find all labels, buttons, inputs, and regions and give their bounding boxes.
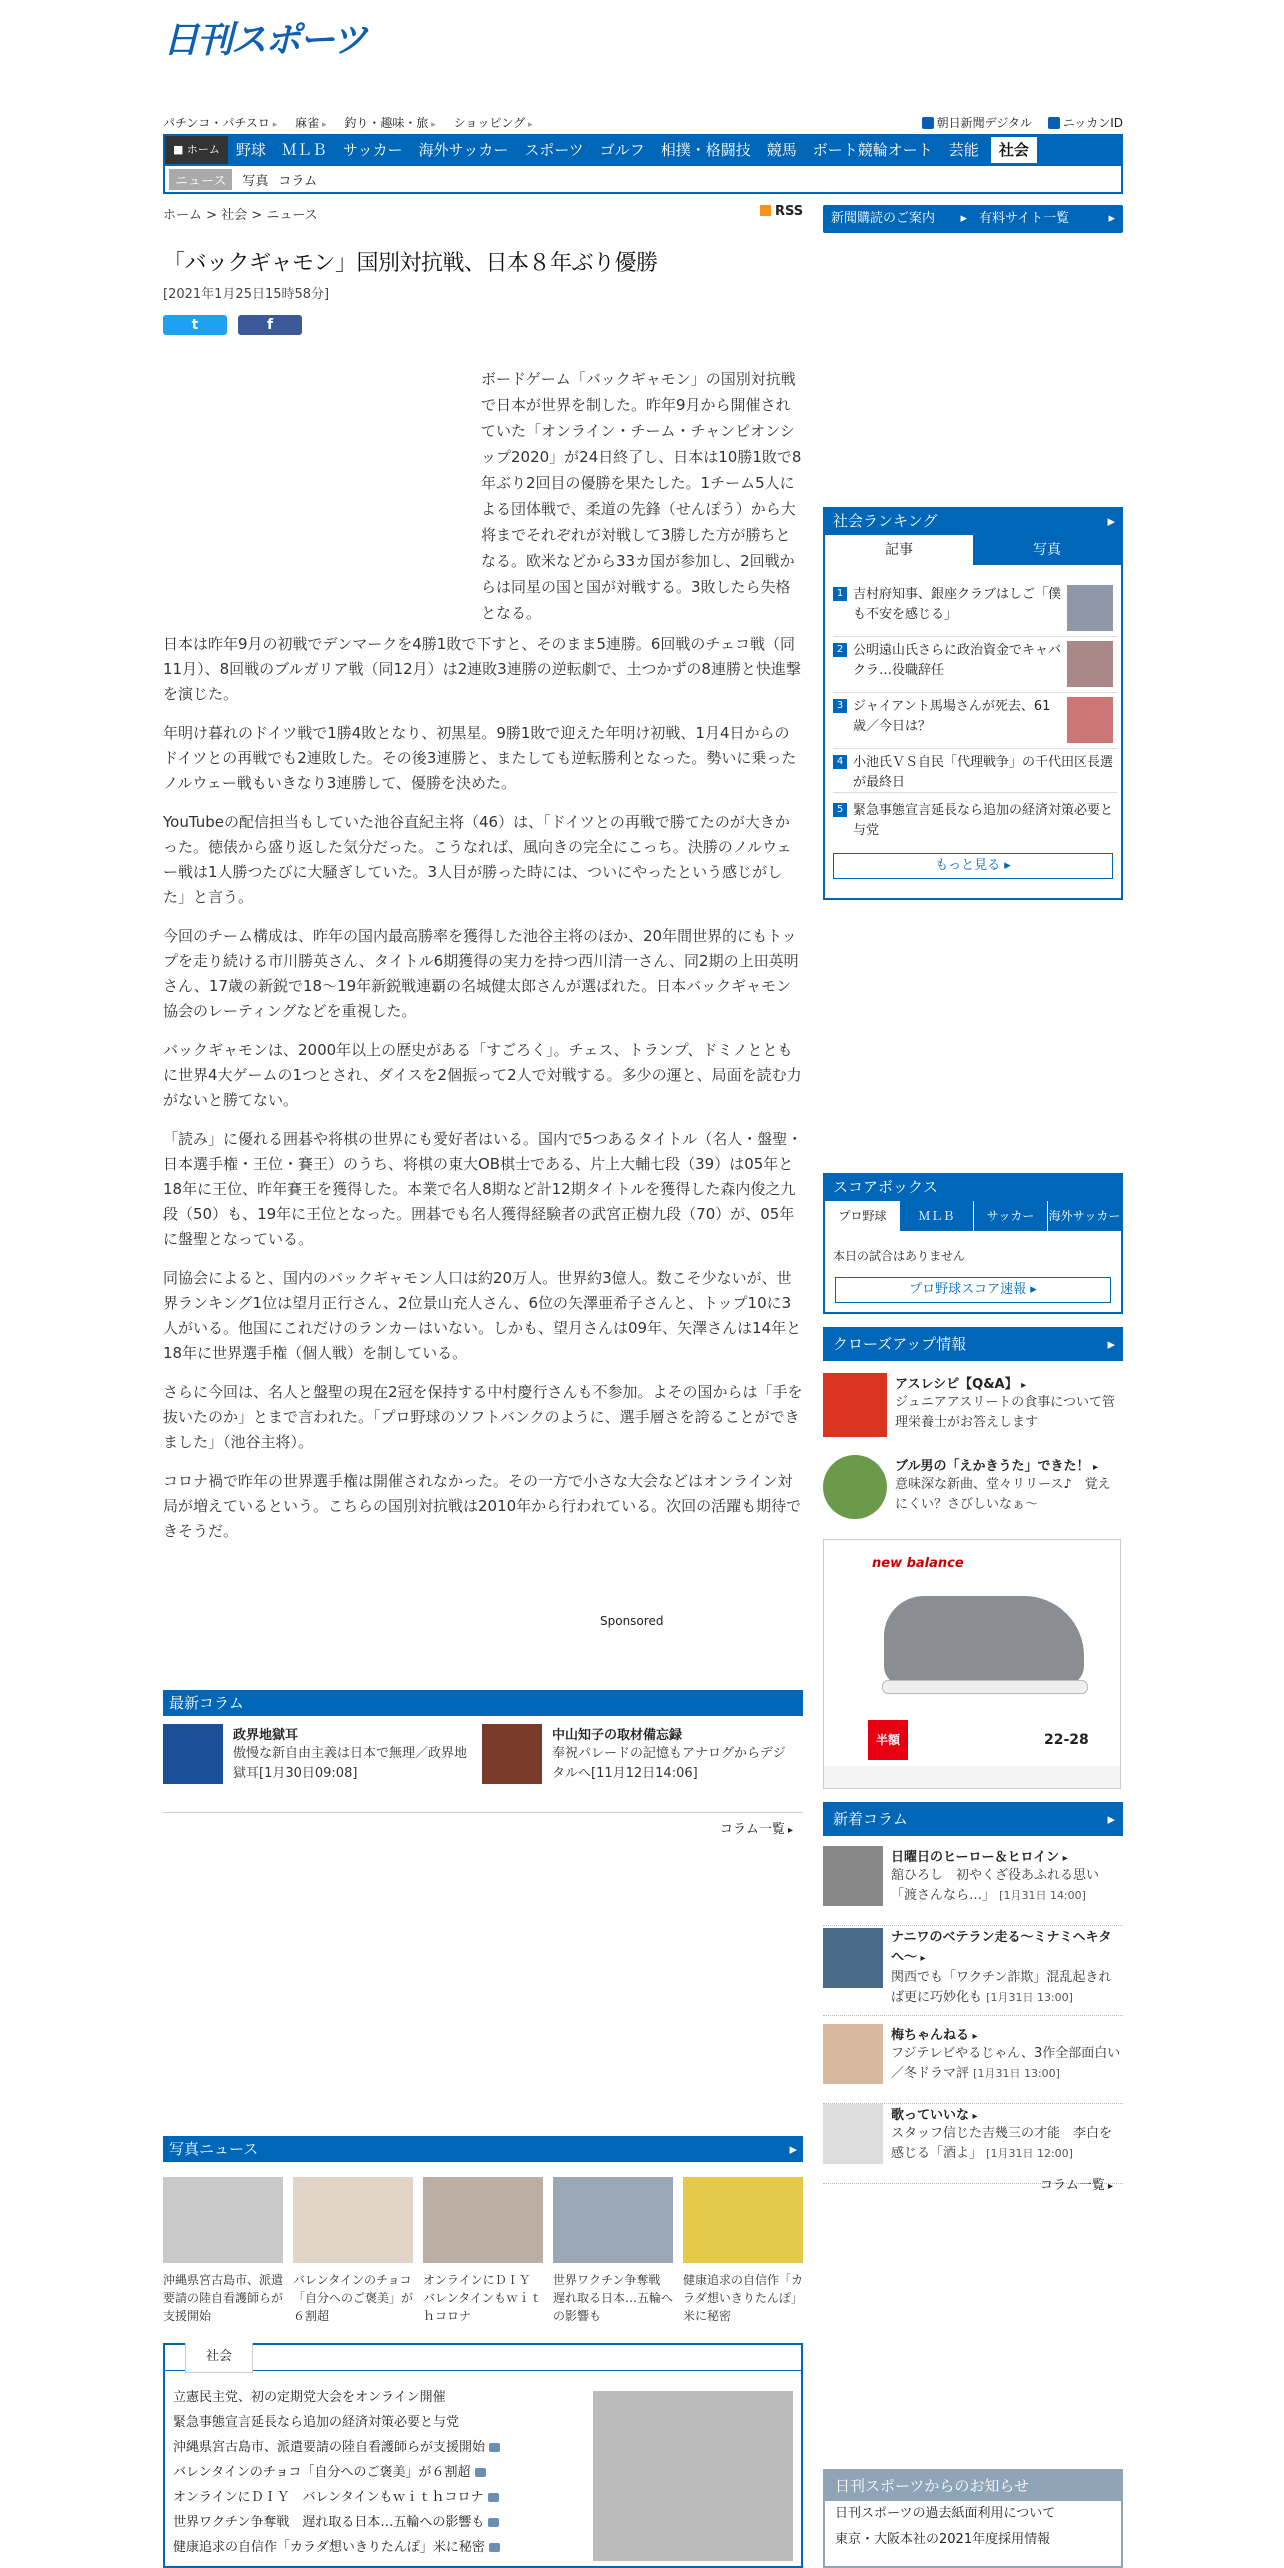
rss-icon bbox=[760, 205, 771, 216]
new-column-thumbnail bbox=[823, 1928, 883, 1988]
nav-golf[interactable]: ゴルフ bbox=[599, 141, 645, 159]
new-column-title[interactable]: 日曜日のヒーロー＆ヒロイン ▸ bbox=[891, 1846, 1068, 1865]
notice-item[interactable]: 日刊スポーツの過去紙面利用について bbox=[835, 2506, 1056, 2521]
camera-icon bbox=[488, 2518, 499, 2527]
list-item[interactable]: 緊急事態宣言延長なら追加の経済対策必要と与党 bbox=[173, 2415, 460, 2430]
ranking-item[interactable] bbox=[833, 801, 1117, 845]
ranking-thumbnail bbox=[1067, 697, 1113, 743]
new-column-item[interactable] bbox=[823, 1928, 1123, 2016]
list-item[interactable]: バレンタインのチョコ「自分へのご褒美」が６割超 bbox=[173, 2460, 500, 2485]
photo-caption[interactable]: バレンタインのチョコ「自分へのご褒美」が６割超 bbox=[293, 2273, 414, 2323]
society-news-box bbox=[163, 2343, 803, 2568]
article-lead: ボードゲーム「バックギャモン」の国別対抗戦で日本が世界を制した。昨年9月から開催されていた「オンライン・チーム・チャンピオンシップ2020」が24日終了し、日本は10勝1敗で8年ぶり2回目の優勝を果たした。1チーム5人による団体戦で、柔道の先鋒（せんぽう）から大将までそれぞれが対戦して3勝した方が勝ちとなる。欧米などから33カ国が参加し、2回戦からは同星の国と国が対戦する。3敗したら失格となる。 bbox=[481, 370, 802, 622]
subnav-fishing[interactable]: 釣り・趣味・旅 ▸ bbox=[344, 116, 435, 130]
scorebox-heading: スコアボックス bbox=[823, 1173, 1123, 1201]
subscription-button[interactable]: 新聞購読のご案内 ▸ bbox=[823, 205, 975, 233]
nav-mlb[interactable]: ＭＬＢ bbox=[281, 141, 327, 159]
ranking-thumbnail bbox=[1067, 585, 1113, 631]
ranking-box bbox=[823, 535, 1123, 900]
nav-boat[interactable]: ボート競輪オート bbox=[812, 141, 933, 159]
breadcrumb[interactable]: ホーム > 社会 > ニュース bbox=[163, 208, 318, 223]
society-box-tabbar bbox=[165, 2345, 801, 2371]
rank-number: 4 bbox=[833, 755, 847, 769]
ad-controls[interactable] bbox=[824, 1766, 1120, 1788]
article-body bbox=[163, 632, 803, 1558]
rss-link[interactable]: RSS bbox=[760, 204, 803, 219]
ranking-item[interactable] bbox=[833, 585, 1117, 637]
closeup-desc[interactable]: ジュニアアスリートの食事について管理栄養士がお答えします bbox=[895, 1395, 1115, 1430]
list-item[interactable]: 沖縄県宮古島市、派遣要請の陸自看護師らが支援開始 bbox=[173, 2435, 500, 2460]
article-paragraph: バックギャモンは、2000年以上の歴史がある「すごろく」。チェス、トランプ、ドミノとともに世界4大ゲームの1つとされ、ダイスを2個振って2人で対戦する。多少の運と、局面を読む力がないと勝てない。 bbox=[163, 1041, 802, 1109]
column-title[interactable]: 中山知子の取材備忘録 bbox=[552, 1728, 683, 1743]
ranking-thumbnail bbox=[1067, 641, 1113, 687]
new-column-title[interactable]: 梅ちゃんねる ▸ bbox=[891, 2024, 978, 2043]
ranking-tabs bbox=[825, 535, 1121, 565]
list-item[interactable]: 世界ワクチン争奪戦 遅れ取る日本…五輪への影響も bbox=[173, 2510, 500, 2535]
subnav-mahjong[interactable]: 麻雀 ▸ bbox=[295, 116, 326, 130]
camera-icon bbox=[488, 2493, 499, 2502]
ranking-title[interactable]: ジャイアント馬場さんが死去、61歳／今日は？ bbox=[853, 699, 1051, 734]
new-column-desc[interactable]: 舘ひろし 初やくざ役あふれる思い「渡さんなら…」 [1月31日 14:00] bbox=[891, 1868, 1100, 1903]
closeup-desc[interactable]: 意味深な新曲、堂々リリース♪ 覚えにくい？さびしいなぁ～ bbox=[895, 1477, 1111, 1512]
ranking-more-button[interactable]: もっと見る ▸ bbox=[833, 853, 1113, 879]
asahi-digital-link[interactable]: 朝日新聞デジタル bbox=[922, 116, 1032, 130]
ad-sale-badge: 半額 bbox=[868, 1720, 908, 1760]
notice-box bbox=[823, 2469, 1123, 2568]
closeup-item[interactable] bbox=[823, 1455, 1123, 1525]
closeup-thumbnail bbox=[823, 1373, 887, 1437]
tab-society[interactable]: 社会 bbox=[185, 2343, 253, 2373]
photo-thumbnail bbox=[553, 2177, 673, 2263]
ranking-title[interactable]: 小池氏ＶＳ自民「代理戦争」の千代田区長選が最終日 bbox=[853, 755, 1114, 790]
article-paragraph: 同協会によると、国内のバックギャモン人口は約20万人。世界約3億人。数こそ少ないが、世界ランキング1位は望月正行さん、2位景山充人さん、6位の矢澤亜希子さんと、トップ10に3人がいる。他国にこれだけのランカーはいない。しかも、望月さんは09年、矢澤さんは14年と18年に世界選手権（個人戦）を制している。 bbox=[163, 1269, 802, 1362]
ad-dates: 22-28 bbox=[1044, 1732, 1089, 1748]
scorebox bbox=[823, 1201, 1123, 1314]
column-desc[interactable]: 奉祝パレードの記憶もアナログからデジタルへ[11月12日14:06] bbox=[552, 1746, 786, 1781]
ranking-tab-articles[interactable]: 記事 bbox=[825, 535, 973, 565]
ranking-title[interactable]: 吉村府知事、銀座クラブはしご「僕も不安を感じる」 bbox=[853, 587, 1062, 622]
article-title: 「バックギャモン」国別対抗戦、日本８年ぶり優勝 bbox=[163, 251, 658, 276]
advertisement[interactable] bbox=[823, 1539, 1121, 1789]
camera-icon bbox=[475, 2468, 486, 2477]
ranking-title[interactable]: 公明遠山氏さらに政治資金でキャバクラ…役職辞任 bbox=[853, 643, 1062, 678]
new-column-title[interactable]: ナニワのベテラン走る～ミナミヘキタへ～ ▸ bbox=[891, 1928, 1121, 1969]
nav-sports[interactable]: スポーツ bbox=[524, 141, 584, 159]
article-paragraph: さらに今回は、名人と盤聖の現在2冠を保持する中村慶行さんも不参加。よその国からは「手を抜いたのか」とまで言われた。「プロ野球のソフトバンクのように、選手層さを誇ることができました」（池谷主将）。 bbox=[163, 1383, 803, 1451]
camera-icon bbox=[489, 2443, 500, 2452]
society-photo[interactable] bbox=[593, 2391, 793, 2561]
nikkan-id-link[interactable]: ニッカンID bbox=[1048, 116, 1123, 130]
nav-sumo[interactable]: 相撲・格闘技 bbox=[660, 141, 751, 159]
paid-sites-button[interactable]: 有料サイト一覧 ▸ bbox=[971, 205, 1123, 233]
nav-keiba[interactable]: 競馬 bbox=[766, 141, 797, 159]
asahi-icon bbox=[922, 117, 934, 129]
photo-caption[interactable]: 沖縄県宮古島市、派遣要請の陸自看護師らが支援開始 bbox=[163, 2273, 284, 2323]
photo-news-heading[interactable]: 写真ニュース ▸ bbox=[163, 2136, 803, 2162]
photo-news-item[interactable] bbox=[293, 2177, 413, 2325]
nav-overseas-soccer[interactable]: 海外サッカー bbox=[418, 141, 509, 159]
nav-baseball[interactable]: 野球 bbox=[235, 141, 266, 159]
rank-number: 1 bbox=[833, 587, 847, 601]
article-paragraph: コロナ禍で昨年の世界選手権は開催されなかった。その一方で小さな大会などはオンライン対局が増えているという。こちらの国別対抗戦は2010年から行われている。次回の活躍も期待できそうだ。 bbox=[163, 1472, 802, 1540]
photo-caption[interactable]: 健康追求の自信作「カラダ想いきりたんぽ」米に秘密 bbox=[683, 2273, 804, 2323]
nav-entertainment[interactable]: 芸能 bbox=[948, 141, 979, 159]
facebook-share-button[interactable]: f bbox=[238, 315, 302, 335]
photo-news-item[interactable] bbox=[683, 2177, 803, 2325]
rank-number: 3 bbox=[833, 699, 847, 713]
photo-caption[interactable]: 世界ワクチン争奪戦 遅れ取る日本…五輪への影響も bbox=[553, 2273, 674, 2323]
column-thumbnail bbox=[163, 1724, 223, 1784]
ranking-item[interactable] bbox=[833, 753, 1117, 793]
score-flash-button[interactable]: プロ野球スコア速報 ▸ bbox=[835, 1277, 1111, 1303]
new-column-thumbnail bbox=[823, 2024, 883, 2084]
ranking-heading[interactable]: 社会ランキング ▸ bbox=[823, 507, 1123, 535]
ranking-item[interactable] bbox=[833, 641, 1117, 693]
main-navigation bbox=[163, 134, 1123, 166]
new-column-item[interactable] bbox=[823, 1846, 1123, 1926]
nav-society[interactable]: 社会 bbox=[991, 137, 1037, 163]
photo-thumbnail bbox=[293, 2177, 413, 2263]
scorebox-tab-mlb[interactable]: ＭＬＢ bbox=[899, 1201, 973, 1231]
closeup-item[interactable] bbox=[823, 1373, 1123, 1443]
photo-news-item[interactable] bbox=[423, 2177, 543, 2325]
section-tabs bbox=[163, 166, 1123, 194]
new-column-item[interactable] bbox=[823, 2104, 1123, 2184]
column-list-link[interactable]: コラム一覧 ▸ bbox=[720, 1818, 793, 1837]
article-date: [2021年1月25日15時58分] bbox=[163, 287, 330, 302]
list-item[interactable]: オンラインにＤＩＹ バレンタインもｗｉｔｈコロナ bbox=[173, 2485, 500, 2510]
list-item[interactable]: 健康追求の自信作「カラダ想いきりたんぽ」米に秘密 bbox=[173, 2535, 500, 2560]
scorebox-tab-overseas-soccer[interactable]: 海外サッカー bbox=[1047, 1201, 1121, 1231]
column-item[interactable] bbox=[163, 1724, 473, 1784]
column-thumbnail bbox=[482, 1724, 542, 1784]
scorebox-tab-soccer[interactable]: サッカー bbox=[973, 1201, 1047, 1231]
rank-number: 2 bbox=[833, 643, 847, 657]
society-news-list bbox=[173, 2385, 500, 2560]
column-desc[interactable]: 傲慢な新自由主義は日本で無理／政界地獄耳[1月30日09:08] bbox=[233, 1746, 468, 1781]
photo-caption[interactable]: オンラインにＤＩＹ バレンタインもｗｉｔｈコロナ bbox=[423, 2273, 543, 2323]
photo-news-item[interactable] bbox=[163, 2177, 283, 2325]
ranking-title[interactable]: 緊急事態宣言延長なら追加の経済対策必要と与党 bbox=[853, 803, 1114, 838]
article-paragraph: YouTubeの配信担当もしていた池谷直紀主将（46）は、「ドイツとの再戦で勝てたのが大きかった。徳俵から盛り返した気分だった。こうなれば、風向きの完全にこっち。決勝のノルウェー戦は1人勝つたびに大騒ぎしていた。3人目が勝った時には、ついにやったという感じがした」と言う。 bbox=[163, 813, 792, 906]
new-column-item[interactable] bbox=[823, 2024, 1123, 2104]
camera-icon bbox=[489, 2543, 500, 2552]
twitter-share-button[interactable]: t bbox=[163, 315, 227, 335]
notice-heading: 日刊スポーツからのお知らせ bbox=[825, 2471, 1121, 2501]
rank-number: 5 bbox=[833, 803, 847, 817]
article-paragraph: 日本は昨年9月の初戦でデンマークを4勝1敗で下すと、そのまま5連勝。6回戦のチェコ戦（同11月）、8回戦のブルガリア戦（同12月）は2連敗3連勝の逆転劇で、土つかずの8連勝と快進撃を演じた。 bbox=[163, 635, 801, 703]
ad-shoe-sole bbox=[882, 1680, 1088, 1694]
ranking-item[interactable] bbox=[833, 697, 1117, 749]
new-column-thumbnail bbox=[823, 1846, 883, 1906]
ad-shoe-image bbox=[884, 1596, 1084, 1686]
notice-item[interactable]: 東京・大阪本社の2021年度採用情報 bbox=[835, 2532, 1051, 2547]
new-column-desc[interactable]: フジテレビやるじゃん、3作全部面白い／冬ドラマ評 [1月31日 13:00] bbox=[891, 2046, 1121, 2081]
photo-thumbnail bbox=[683, 2177, 803, 2263]
column-item[interactable] bbox=[482, 1724, 792, 1784]
subnav-shopping[interactable]: ショッピング ▸ bbox=[454, 116, 533, 130]
new-column-desc[interactable]: スタッフ信じた吉幾三の才能 李白を感じる「酒よ」 [1月31日 12:00] bbox=[891, 2126, 1113, 2161]
ranking-tab-photos[interactable]: 写真 bbox=[973, 535, 1121, 565]
subnav-pachinko[interactable]: パチンコ・パチスロ ▸ bbox=[163, 116, 277, 130]
closeup-title[interactable]: ブル男の「えかきうた」できた！ ▸ bbox=[895, 1455, 1098, 1474]
new-column-thumbnail bbox=[823, 2104, 883, 2164]
closeup-title[interactable]: アスレシピ【Q&A】 ▸ bbox=[895, 1373, 1026, 1392]
nav-soccer[interactable]: サッカー bbox=[342, 141, 403, 159]
sub-navigation bbox=[163, 114, 1123, 134]
column-title[interactable]: 政界地獄耳 bbox=[233, 1728, 299, 1743]
tab-column[interactable]: コラム bbox=[278, 173, 318, 189]
new-column-title[interactable]: 歌っていいな ▸ bbox=[891, 2104, 978, 2123]
article-paragraph: 「読み」に優れる囲碁や将棋の世界にも愛好者はいる。国内で5つあるタイトル（名人・盤聖・日本選手権・王位・賽王）のうち、将棋の東大OB棋士である、片上大輔七段（39）は05年と18年に王位、昨年賽王を獲得した。本業で名人8期など計12期タイトルを獲得した森内俊之九段（50）も、19年に王位となった。囲碁でも名人獲得経験者の武宮正樹九段（70）が、05年に盤聖となっている。 bbox=[163, 1130, 803, 1248]
scorebox-tabs bbox=[825, 1201, 1121, 1231]
photo-thumbnail bbox=[423, 2177, 543, 2263]
tab-news[interactable]: ニュース bbox=[169, 169, 232, 190]
scorebox-tab-npb[interactable]: プロ野球 bbox=[825, 1201, 899, 1231]
site-logo[interactable]: 日刊スポーツ bbox=[163, 20, 366, 61]
new-column-desc[interactable]: 関西でも「ワクチン詐欺」混乱起きれば更に巧妙化も [1月31日 13:00] bbox=[891, 1970, 1112, 2005]
list-item[interactable]: 立憲民主党、初の定期党大会をオンライン開催 bbox=[173, 2390, 446, 2405]
tab-photo[interactable]: 写真 bbox=[242, 173, 269, 189]
latest-column-heading: 最新コラム bbox=[163, 1690, 803, 1716]
photo-thumbnail bbox=[163, 2177, 283, 2263]
sponsored-label: Sponsored bbox=[600, 1614, 664, 1628]
article-paragraph: 年明け暮れのドイツ戦で1勝4敗となり、初黒星。9勝1敗で迎えた年明け初戦、1月4日からのドイツとの再戦でも2連敗した。その後3連勝と、またしても逆転勝利となった。勢いに乗ったノルウェー戦もいきなり3連勝して、優勝を決めた。 bbox=[163, 724, 797, 792]
scorebox-note: 本日の試合はありません bbox=[833, 1249, 966, 1263]
ad-brand: new balance bbox=[872, 1556, 964, 1571]
divider bbox=[163, 1812, 803, 1813]
photo-news-item[interactable] bbox=[553, 2177, 673, 2325]
new-column-heading[interactable]: 新着コラム ▸ bbox=[823, 1802, 1123, 1836]
id-icon bbox=[1048, 117, 1060, 129]
nav-home[interactable]: ■ ホーム bbox=[165, 136, 228, 164]
closeup-heading[interactable]: クローズアップ情報 ▸ bbox=[823, 1327, 1123, 1361]
new-column-list-link[interactable]: コラム一覧 ▸ bbox=[1040, 2174, 1113, 2193]
closeup-thumbnail bbox=[823, 1455, 887, 1519]
article-paragraph: 今回のチーム構成は、昨年の国内最高勝率を獲得した池谷主将のほか、20年間世界的にもトップを走り続ける市川勝英さん、タイトル6期獲得の実力を持つ西川清一さん、同2期の上田英明さん、17歳の新鋭で18～19年新鋭戦連覇の名城健太郎さんが選ばれた。日本バックギャモン協会のレーティングなどを重視した。 bbox=[163, 927, 799, 1020]
